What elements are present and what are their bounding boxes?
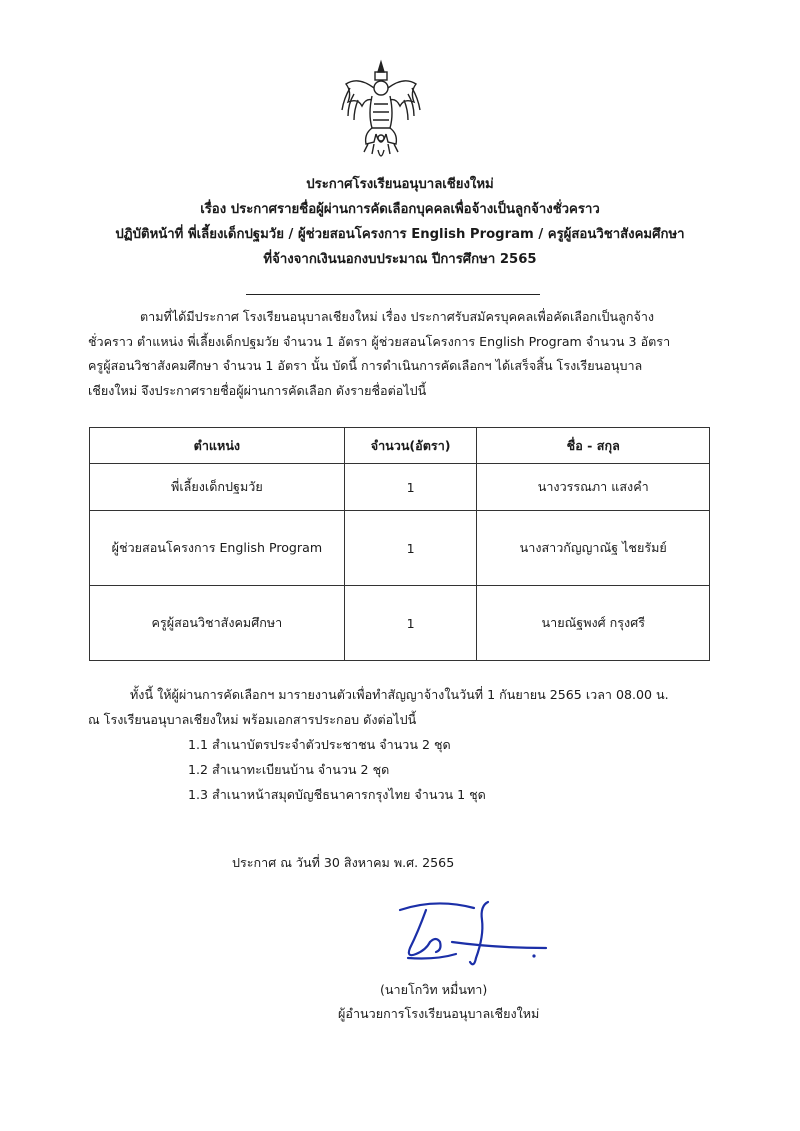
table-row (90, 511, 710, 586)
count-cell: 1 (344, 464, 477, 511)
director-signature (396, 896, 556, 976)
name-cell: นางสาวกัญญาณัฐ ไชยรัมย์ (477, 511, 710, 586)
header-budget-year: ที่จ้างจากเงินนอกงบประมาณ ปีการศึกษา 2565 (263, 252, 537, 267)
intro-line: ตามที่ได้มีประกาศ โรงเรียนอนุบาลเชียงใหม่ เรื่อง ประกาศรับสมัครบุคคลเพื่อคัดเลือกเป็นลูกจ้าง (140, 309, 655, 324)
intro-line: ชั่วคราว ตำแหน่ง พี่เลี้ยงเด็กปฐมวัย จำนวน 1 อัตรา ผู้ช่วยสอนโครงการ English Program จำนวน 3 อัตรา (88, 333, 671, 349)
director-name: (นายโกวิท หมื่นทา) (380, 982, 488, 997)
header-title: ประกาศโรงเรียนอนุบาลเชียงใหม่ (306, 177, 494, 192)
count-cell: 1 (344, 586, 477, 661)
table-row (90, 464, 710, 511)
instruction-line: ทั้งนี้ ให้ผู้ผ่านการคัดเลือกฯ มารายงานตัวเพื่อทำสัญญาจ้างในวันที่ 1 กันยายน 2565 เวลา 08.00 น. (130, 687, 669, 702)
position-cell: ผู้ช่วยสอนโครงการ English Program (90, 511, 345, 586)
position-cell: ครูผู้สอนวิชาสังคมศึกษา (90, 586, 345, 661)
header-divider (246, 294, 540, 295)
announcement-header (60, 172, 740, 272)
name-cell: นายณัฐพงศ์ กรุงศรี (477, 586, 710, 661)
column-header-position: ตำแหน่ง (90, 428, 345, 464)
director-title: ผู้อำนวยการโรงเรียนอนุบาลเชียงใหม่ (338, 1006, 540, 1021)
intro-line: ครูผู้สอนวิชาสังคมศึกษา จำนวน 1 อัตรา นั้น บัดนี้ การดำเนินการคัดเลือกฯ ได้เสร็จสิ้น โรงเรียนอนุบาล (88, 358, 643, 373)
document-item: 1.3 สำเนาหน้าสมุดบัญชีธนาคารกรุงไทย จำนวน 1 ชุด (188, 787, 486, 802)
table-header-row (90, 428, 710, 464)
column-header-count: จำนวน(อัตรา) (344, 428, 477, 464)
column-header-name: ชื่อ - สกุล (477, 428, 710, 464)
document-item: 1.1 สำเนาบัตรประจำตัวประชาชน จำนวน 2 ชุด (188, 737, 451, 752)
document-item: 1.2 สำเนาทะเบียนบ้าน จำนวน 2 ชุด (188, 762, 390, 777)
table-row (90, 586, 710, 661)
instruction-line: ณ โรงเรียนอนุบาลเชียงใหม่ พร้อมเอกสารประกอบ ดังต่อไปนี้ (88, 712, 417, 727)
header-subject: เรื่อง ประกาศรายชื่อผู้ผ่านการคัดเลือกบุคคลเพื่อจ้างเป็นลูกจ้างชั่วคราว (200, 202, 600, 217)
name-cell: นางวรรณภา แสงคำ (477, 464, 710, 511)
reporting-instructions (88, 682, 728, 807)
header-positions: ปฏิบัติหน้าที่ พี่เลี้ยงเด็กปฐมวัย / ผู้ช่วยสอนโครงการ English Program / ครูผู้สอนวิชาสังคมศึกษา (115, 227, 685, 242)
garuda-emblem-icon (338, 58, 424, 168)
intro-line: เชียงใหม่ จึงประกาศรายชื่อผู้ผ่านการคัดเลือก ดังรายชื่อต่อไปนี้ (88, 382, 427, 398)
count-cell: 1 (344, 511, 477, 586)
selected-candidates-table (89, 427, 710, 661)
position-cell: พี่เลี้ยงเด็กปฐมวัย (90, 464, 345, 511)
announcement-date: ประกาศ ณ วันที่ 30 สิงหาคม พ.ศ. 2565 (232, 855, 455, 870)
intro-paragraph (88, 305, 710, 403)
